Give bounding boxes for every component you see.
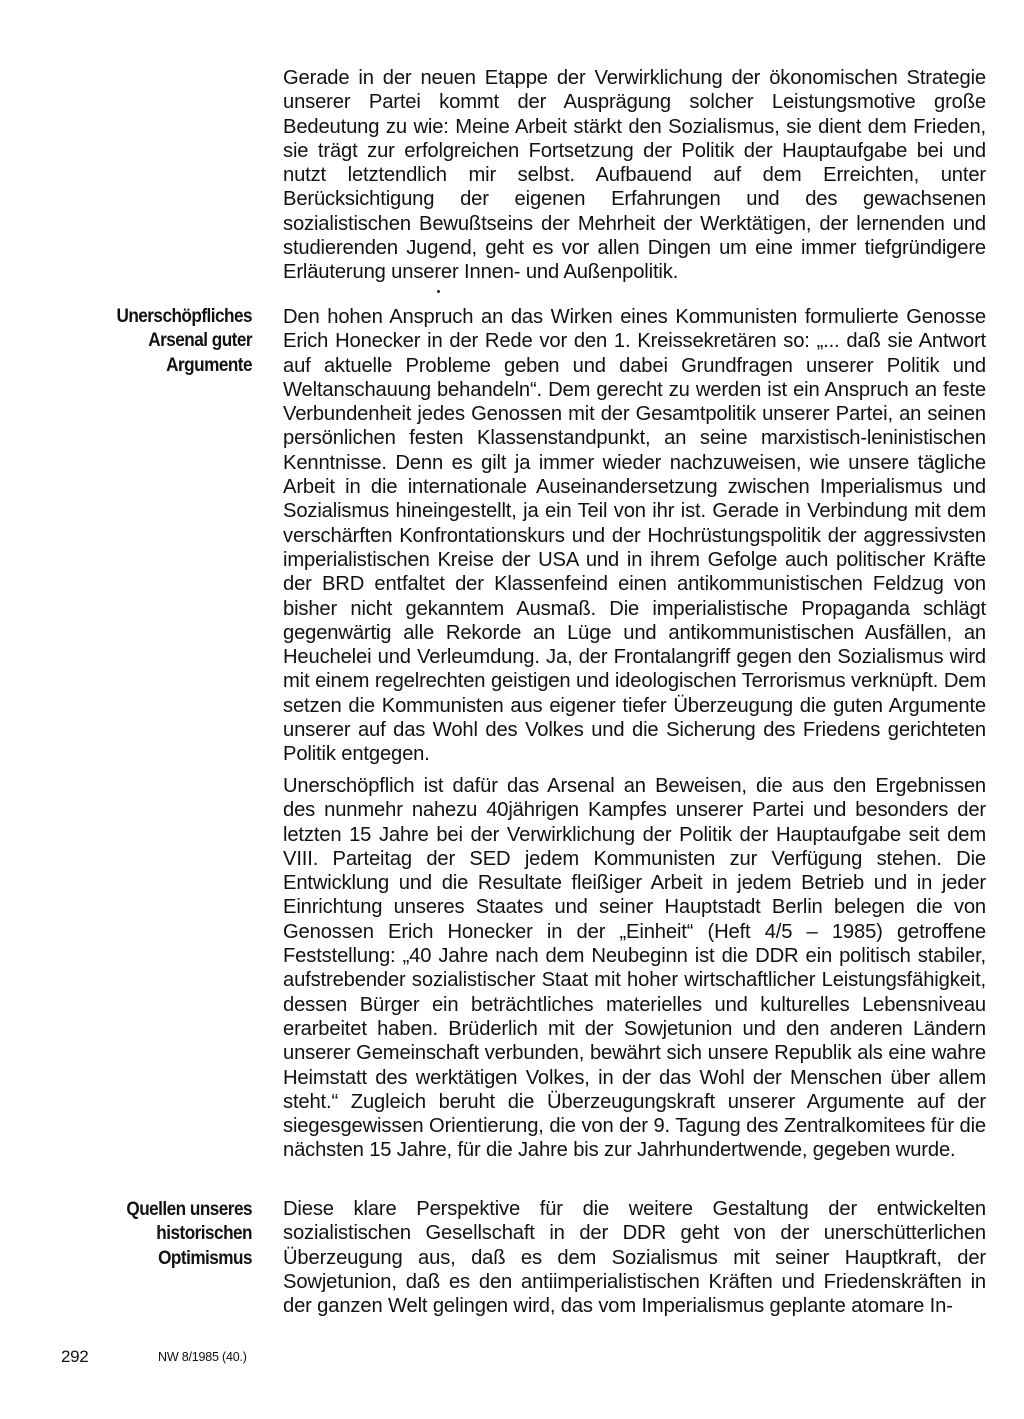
paragraph-arsenal-1: Den hohen Anspruch an das Wirken eines Kommunisten formulierte Genosse Erich Honecker in der Rede vor den 1. Kreissekretären so: „... daß sie Antwort auf aktuelle Probleme geben und dabei Grundfragen unserer Politik und Weltanschauung behandeln“. Dem gerecht zu werden ist ein Anspruch an feste Verbundenheit jedes Genossen mit der Gesamtpolitik unserer Partei, an seinen persönlichen festen Klassenstandpunkt, an seine marxistisch-leninistischen Kenntnisse. Denn es gilt ja immer wieder nachzuweisen, wie unsere tägliche Arbeit in die internationale Auseinandersetzung zwischen Imperialismus und Sozialismus hineingestellt, ja ein Teil von ihr ist. Gerade in Verbindung mit dem verschärften Konfrontationskurs und der Hochrüstungspolitik der aggressivsten imperialistischen Kreise der USA und in ihrem Gefolge auch politischer Kräfte der BRD entfaltet der Klassenfeind einen antikommunistischen Feldzug von bisher nicht gekanntem Ausmaß. Die imperialistische Propaganda schlägt gegenwärtig alle Rekorde an Lüge und antikommunistischen Ausfällen, an Heuchelei und Verleumdung. Ja, der Frontalangriff gegen den Sozialismus wird mit einem regelrechten geistigen und ideologischen Terrorismus verknüpft. Dem setzen die Kommunisten aus eigener tiefer Überzeugung die guten Argumente unserer auf das Wohl des Volkes und die Sicherung des Friedens gerichteten Politik entgegen. [283,306,986,766]
side-heading-line: Quellen unseres [126,1198,252,1220]
paragraph-optimismus: Diese klare Perspektive für die weitere Gestaltung der entwickelten sozialistischen Gesellschaft in der DDR geht von der unerschütterlichen Überzeugung aus, daß es dem Sozialismus mit seiner Hauptkraft, der Sowjetunion, daß es den antiimperialistischen Kräften und Friedenskräften in der ganzen Welt gelingen wird, das vom Imperialismus geplante atomare In- [283,1198,986,1318]
source-reference: NW 8/1985 (40.) [158,1350,247,1364]
page-number: 292 [61,1347,89,1366]
side-heading-line: Argumente [166,353,252,376]
side-heading-line: Unerschöpfliches [116,305,252,327]
paragraph-intro: Gerade in der neuen Etappe der Verwirklichung der ökonomischen Strategie unserer Partei kommt der Ausprägung solcher Leistungsmotive große Bedeutung zu wie: Meine Arbeit stärkt den Sozialismus, sie dient dem Frieden, sie trägt zur erfolgreichen Fortsetzung der Politik der Hauptaufgabe bei und nutzt letztendlich mir selbst. Aufbauend auf dem Erreichten, unter Berücksichtigung der eigenen Erfahrungen und des gewachsenen sozialistischen Bewußtseins der Mehrheit der Werktätigen, der lernenden und studierenden Jugend, geht es vor allen Dingen um eine immer tiefgründigere Erläuterung unserer Innen- und Außenpolitik. [283,67,986,284]
side-heading-line: Optimismus [158,1246,252,1269]
side-heading-line: historischen [156,1222,252,1245]
side-heading-arsenal [83,304,252,377]
side-heading-optimismus [83,1197,252,1270]
side-heading-line: Arsenal guter [148,329,252,352]
print-speck [437,290,440,293]
paragraph-arsenal-2: Unerschöpflich ist dafür das Arsenal an Beweisen, die aus den Ergebnissen des nunmehr nahezu 40jährigen Kampfes unserer Partei und besonders der letzten 15 Jahre bei der Verwirklichung der Politik der Hauptaufgabe seit dem VIII. Parteitag der SED jedem Kommunisten zur Verfügung stehen. Die Entwicklung und die Resultate fleißiger Arbeit in jedem Betrieb und in jeder Einrichtung unseres Staates und seiner Hauptstadt Berlin belegen die von Genossen Erich Honecker in der „Einheit“ (Heft 4/5 – 1985) getroffene Feststellung: „40 Jahre nach dem Neubeginn ist die DDR ein politisch stabiler, aufstrebender sozialistischer Staat mit hoher wirtschaftlicher Leistungsfähigkeit, dessen Bürger ein beträchtliches materielles und kulturelles Lebensniveau erarbeitet haben. Brüderlich mit der Sowjetunion und den anderen Ländern unserer Gemeinschaft verbunden, bewährt sich unsere Republik als eine wahre Heimstatt des werktätigen Volkes, in der das Wohl der Menschen über allem steht.“ Zugleich beruht die Überzeugungskraft unserer Argumente auf der siegesgewissen Orientierung, die von der 9. Tagung des Zentralkomitees für die nächsten 15 Jahre, für die Jahre bis zur Jahrhundertwende, gegeben wurde. [283,775,986,1162]
